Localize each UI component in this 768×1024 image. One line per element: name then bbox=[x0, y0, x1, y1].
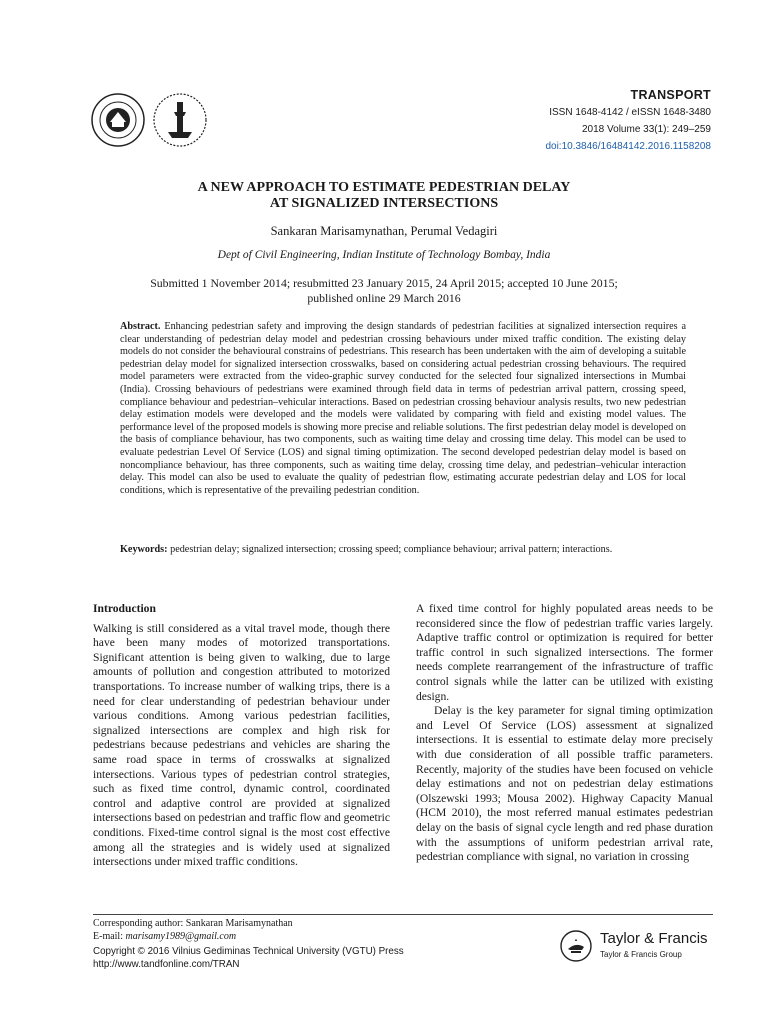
academy-seal-logo bbox=[152, 92, 208, 148]
volume-info: 2018 Volume 33(1): 249–259 bbox=[582, 124, 711, 135]
journal-name: TRANSPORT bbox=[630, 88, 711, 102]
author-email[interactable]: marisamy1989@gmail.com bbox=[125, 931, 237, 942]
paragraph: A fixed time control for highly populated areas needs to be reconsidered since the flow of pedestrian traffic varies largely. Adaptive traffic control or optimization is required for better traffic control in such signalized intersections. The former needs complete rearrangement of the infrastructure of traffic control signals while the latter can be utilized with existing design. bbox=[416, 602, 713, 703]
paper-title-line-2: AT SIGNALIZED INTERSECTIONS bbox=[269, 196, 499, 211]
paper-title-line-1: A NEW APPROACH TO ESTIMATE PEDESTRIAN DELAY bbox=[197, 180, 571, 195]
body-column-right bbox=[416, 602, 713, 865]
publisher-logo bbox=[560, 928, 720, 968]
email-label: E-mail: bbox=[93, 931, 123, 942]
footer-notes bbox=[93, 917, 404, 971]
authors: Sankaran Marisamynathan, Perumal Vedagiri bbox=[270, 224, 498, 238]
abstract-label: Abstract. bbox=[120, 321, 161, 332]
paper-title bbox=[60, 180, 708, 212]
university-seal-logo bbox=[90, 92, 146, 148]
body-column-left bbox=[93, 602, 390, 870]
author-email-line bbox=[93, 930, 404, 943]
journal-url[interactable]: http://www.tandfonline.com/TRAN bbox=[93, 959, 240, 970]
keywords bbox=[120, 544, 686, 557]
submission-dates bbox=[60, 276, 708, 306]
paragraph: Walking is still considered as a vital travel mode, though there have been many modes of motorized transportations. Significant attention is being given to walking, due to large amounts of pollution and congestion attributed to motorized transportations. To increase number of walking trips, there is a need for clear understanding of pedestrian behaviour under various conditions. Among various pedestrian facilities, signalized intersections are complex and high risk for pedestrians because pedestrians and vehicles are sharing the same road space in terms of crosswalks at signalized intersections. Various types of pedestrian control strategies, such as fixed time control, dynamic control, coordinated control and adaptive control are provided at signalized intersections based on pedestrian and traffic flow and geometric conditions. Fixed-time control signal is the most cost effective among all the strategies and is widely used at signalized intersections under mixed traffic conditions. bbox=[93, 621, 390, 869]
abstract-text: Enhancing pedestrian safety and improving the design standards of pedestrian facilities at signalized intersection requires a clear understanding of pedestrian delay model and pedestrian crossing behaviours under mixed traffic condition. The existing delay models do not consider the behavioural constrains of pedestrians. This research has been undertaken with the aim of developing a suitable pedestrian delay model for signalized intersection crosswalks, based on considering actual pedestrian crossing behaviours. The required model parameters were extracted from the video-graphic survey conducted for the selected four signalized intersections in Mumbai (India). Crossing behaviours of pedestrians were examined through field data in terms of pedestrian arrival pattern, crossing speed, compliance behaviour and pedestrian–vehicular interactions. Based on pedestrian crossing behaviour analysis results, two new pedestrian delay estimation models were developed and the models were validated by comparing with field and existing model values. The performance level of the proposed models is showing more precise and reliable solutions. The first pedestrian delay model is developed on the basis of compliance behaviour, has two components, such as waiting time delay and crossing time delay. This model can be used to evaluate pedestrian Level Of Service (LOS) and signal timing optimization. The second developed pedestrian delay model is based on noncompliance behaviour, has three components, such as waiting time delay, crossing time delay, and pedestrian–vehicular interaction delay. This model can also be used to evaluate the quality of pedestrian flow, estimating accurate pedestrian delay and LOS for local conditions, which is representative of the prevailing pedestrian condition. bbox=[120, 321, 686, 496]
corresponding-author: Corresponding author: Sankaran Marisamynathan bbox=[93, 918, 293, 929]
paragraph: Delay is the key parameter for signal timing optimization and Level Of Service (LOS) assessment at signalized intersections. It is essential to estimate delay more precisely with due consideration of all possible traffic parameters. Recently, majority of the studies have been focused on vehicle delay estimations and not on pedestrian delay estimations (Olszewski 1993; Mousa 2002). Highway Capacity Manual (HCM 2010), the most referred manual estimates pedestrian delay on the basis of signal cycle length and red phase duration with the assumptions of uniform pedestrian arrival rate, pedestrian compliance with signal, no variation in crossing bbox=[416, 704, 713, 864]
dates-line-2: published online 29 March 2016 bbox=[307, 291, 461, 305]
issn: ISSN 1648-4142 / eISSN 1648-3480 bbox=[549, 107, 711, 118]
abstract bbox=[120, 321, 686, 497]
affiliation: Dept of Civil Engineering, Indian Institute of Technology Bombay, India bbox=[217, 249, 551, 261]
keywords-text: pedestrian delay; signalized intersection; crossing speed; compliance behaviour; arrival pattern; interactions. bbox=[170, 544, 613, 555]
lamp-icon bbox=[560, 930, 592, 962]
doi-link[interactable]: doi:10.3846/16484142.2016.1158208 bbox=[545, 141, 711, 152]
section-heading-introduction: Introduction bbox=[93, 602, 156, 615]
keywords-label: Keywords: bbox=[120, 544, 168, 555]
copyright: Copyright © 2016 Vilnius Gediminas Technical University (VGTU) Press bbox=[93, 946, 404, 957]
journal-header bbox=[545, 86, 711, 155]
publisher-group: Taylor & Francis Group bbox=[600, 950, 682, 959]
publisher-name: Taylor & Francis bbox=[600, 930, 708, 947]
dates-line-1: Submitted 1 November 2014; resubmitted 23 January 2015, 24 April 2015; accepted 10 June 2015; bbox=[150, 276, 618, 290]
footer-divider bbox=[93, 914, 713, 915]
